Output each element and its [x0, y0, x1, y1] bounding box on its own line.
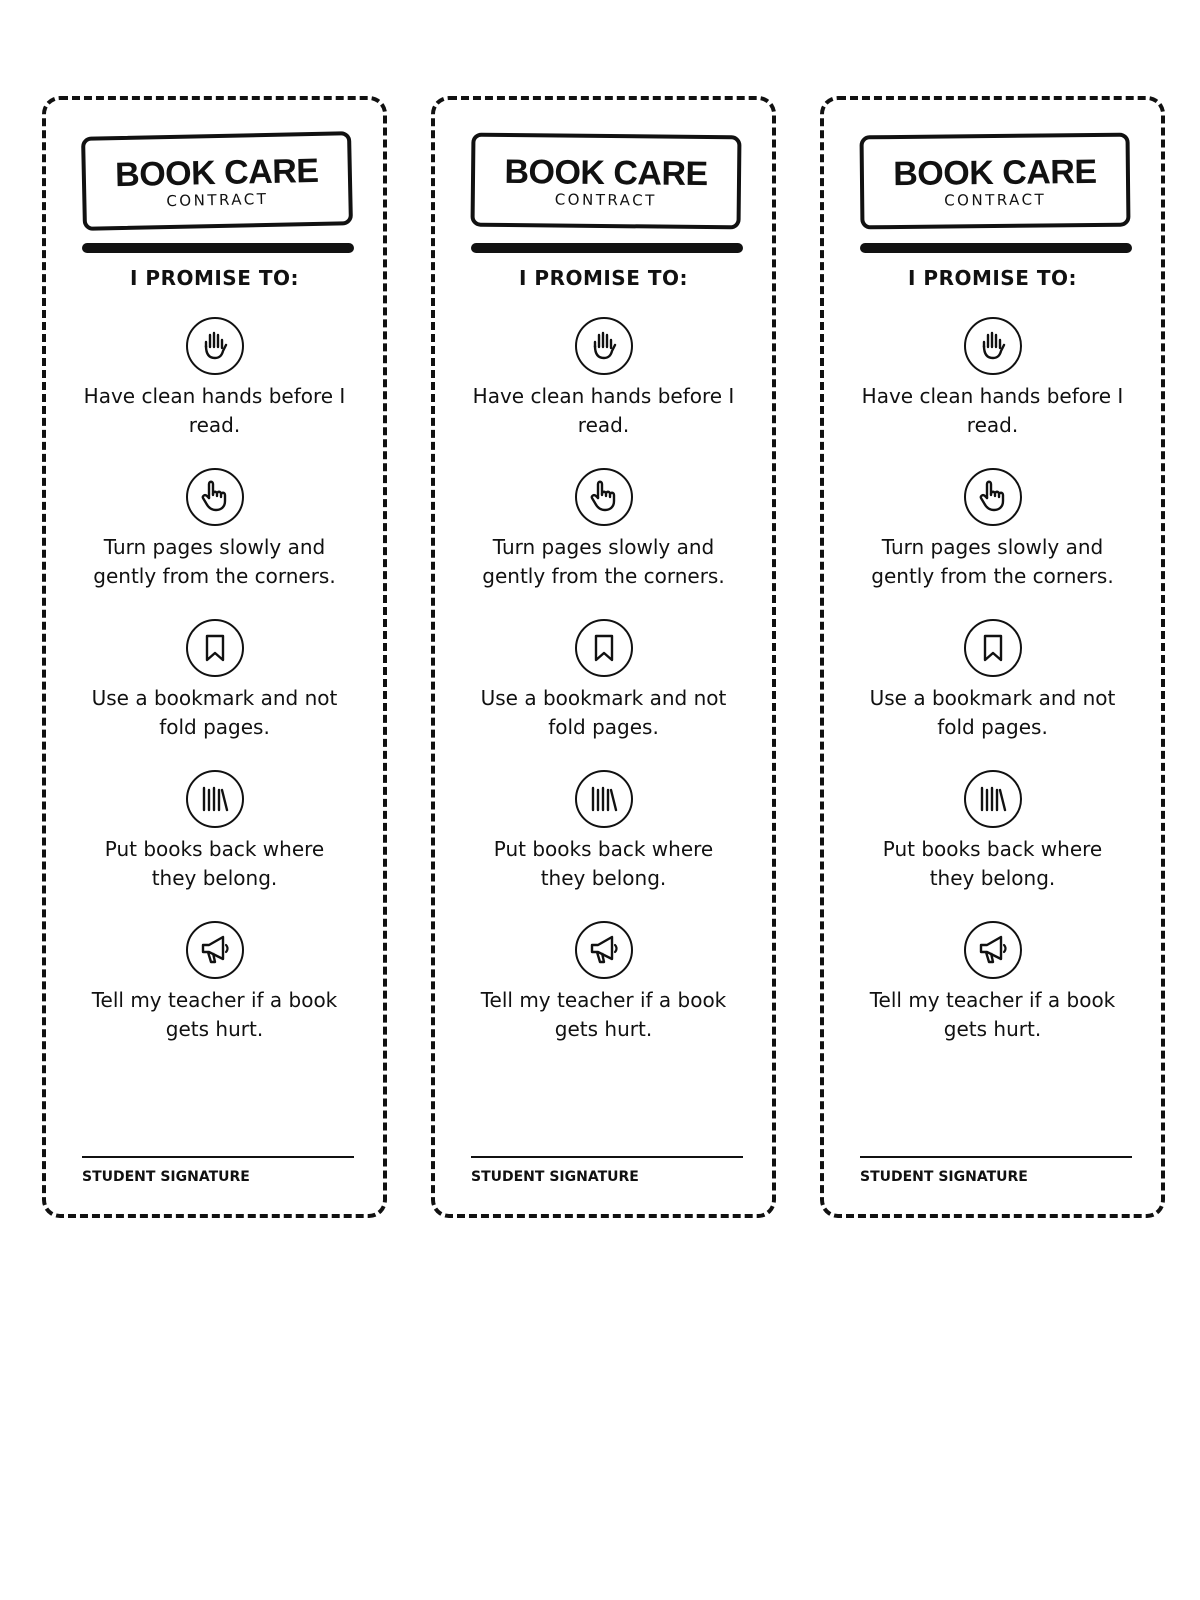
hand-icon: [963, 316, 1023, 376]
promise-item: [824, 467, 1161, 591]
promise-item-text: Tell my teacher if a book gets hurt.: [480, 988, 727, 1041]
hand-icon: [574, 316, 634, 376]
bookmark-card-1: [42, 96, 387, 1218]
bookshelf-icon: [574, 769, 634, 829]
promise-item-text: Turn pages slowly and gently from the corners.: [482, 535, 725, 588]
promise-heading: I PROMISE TO:: [519, 266, 688, 290]
signature-line[interactable]: [82, 1156, 354, 1158]
pointing-hand-icon: [185, 467, 245, 527]
heavy-divider: [471, 243, 743, 253]
bookmark-subtitle: CONTRACT: [554, 190, 657, 210]
promise-item: [824, 920, 1161, 1044]
promise-heading: I PROMISE TO:: [130, 266, 299, 290]
promise-item-text: Turn pages slowly and gently from the corners.: [871, 535, 1114, 588]
title-box: [860, 133, 1131, 230]
bookmark-title: BOOK CARE: [504, 152, 708, 194]
bookshelf-icon: [963, 769, 1023, 829]
bookshelf-icon: [185, 769, 245, 829]
bookmark-card-3: [820, 96, 1165, 1218]
promise-item-text: Put books back where they belong.: [882, 837, 1103, 890]
promise-item: [46, 618, 383, 742]
signature-line[interactable]: [471, 1156, 743, 1158]
promise-item: [435, 769, 772, 893]
promise-item: [46, 769, 383, 893]
promise-item-text: Use a bookmark and not fold pages.: [480, 686, 727, 739]
title-box: [471, 133, 742, 230]
promise-item-text: Have clean hands before I read.: [861, 384, 1124, 437]
bookmark-subtitle: CONTRACT: [944, 190, 1047, 210]
megaphone-icon: [574, 920, 634, 980]
pointing-hand-icon: [963, 467, 1023, 527]
bookmark-icon: [574, 618, 634, 678]
signature-label: STUDENT SIGNATURE: [471, 1169, 639, 1185]
promise-item-text: Have clean hands before I read.: [472, 384, 735, 437]
promise-item-text: Tell my teacher if a book gets hurt.: [869, 988, 1116, 1041]
promise-item: [824, 316, 1161, 440]
promise-item-text: Turn pages slowly and gently from the corners.: [93, 535, 336, 588]
bookmark-title: BOOK CARE: [114, 151, 319, 195]
signature-label: STUDENT SIGNATURE: [860, 1169, 1028, 1185]
bookmark-subtitle: CONTRACT: [166, 189, 269, 211]
promise-item-text: Use a bookmark and not fold pages.: [91, 686, 338, 739]
bookmark-card-2: [431, 96, 776, 1218]
promise-item: [435, 618, 772, 742]
megaphone-icon: [963, 920, 1023, 980]
promise-item: [824, 618, 1161, 742]
pointing-hand-icon: [574, 467, 634, 527]
promise-item: [824, 769, 1161, 893]
promise-item: [435, 467, 772, 591]
title-box: [81, 131, 353, 231]
hand-icon: [185, 316, 245, 376]
bookmark-title: BOOK CARE: [893, 152, 1097, 194]
heavy-divider: [82, 243, 354, 253]
promise-item: [435, 316, 772, 440]
megaphone-icon: [185, 920, 245, 980]
promise-item-text: Have clean hands before I read.: [83, 384, 346, 437]
heavy-divider: [860, 243, 1132, 253]
signature-label: STUDENT SIGNATURE: [82, 1169, 250, 1185]
promise-item-text: Put books back where they belong.: [104, 837, 325, 890]
promise-item-text: Put books back where they belong.: [493, 837, 714, 890]
promise-item: [435, 920, 772, 1044]
promise-item: [46, 920, 383, 1044]
bookmark-icon: [963, 618, 1023, 678]
promise-item-text: Use a bookmark and not fold pages.: [869, 686, 1116, 739]
promise-item: [46, 316, 383, 440]
promise-heading: I PROMISE TO:: [908, 266, 1077, 290]
signature-line[interactable]: [860, 1156, 1132, 1158]
promise-item: [46, 467, 383, 591]
bookmark-icon: [185, 618, 245, 678]
promise-item-text: Tell my teacher if a book gets hurt.: [91, 988, 338, 1041]
